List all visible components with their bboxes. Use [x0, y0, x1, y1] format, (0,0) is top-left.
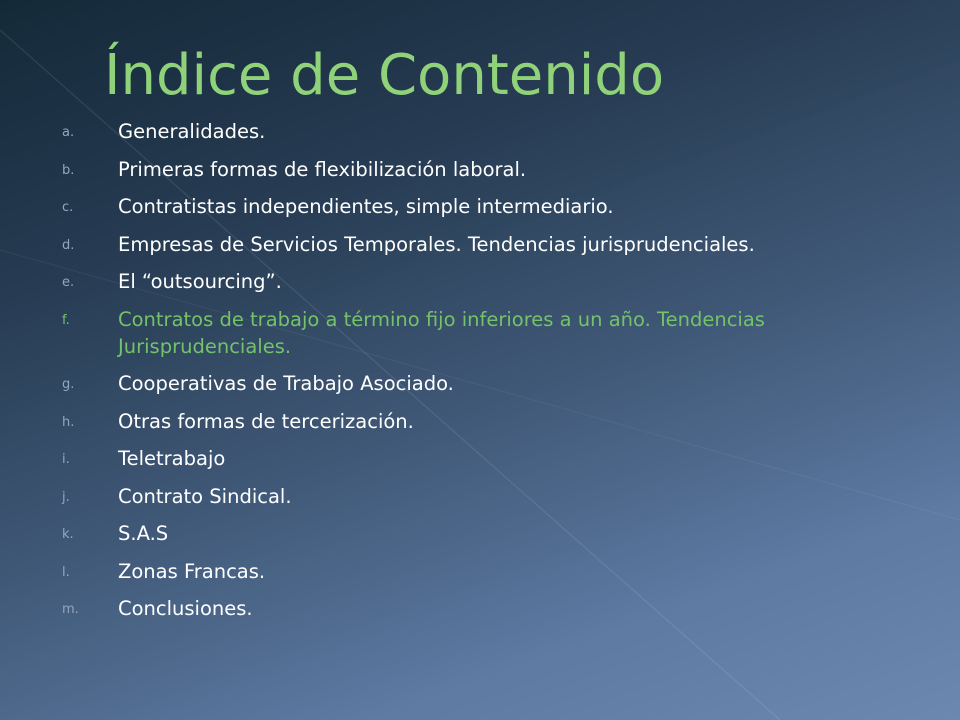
list-item [62, 483, 912, 510]
list-marker: e. [62, 275, 75, 290]
list-item-text: Conclusiones. [118, 597, 253, 620]
list-item [62, 370, 912, 397]
list-item-text: Generalidades. [118, 120, 266, 143]
list-item [62, 156, 912, 183]
list-item-text: Primeras formas de flexibilización laboral. [118, 157, 527, 181]
list-marker: k. [62, 527, 74, 542]
list-item [62, 520, 912, 547]
list-item-text: Empresas de Servicios Temporales. Tendencias jurisprudenciales. [118, 232, 755, 256]
list-item-text: Teletrabajo [118, 447, 226, 470]
list-marker: m. [62, 602, 79, 617]
list-marker: i. [62, 452, 70, 467]
content-list [62, 118, 912, 633]
list-marker: a. [62, 125, 75, 140]
list-item-text: El “outsourcing”. [118, 270, 282, 293]
list-item-text: S.A.S [118, 522, 169, 545]
slide-title: Índice de Contenido [104, 43, 665, 108]
list-item-text: Contratistas independientes, simple intermediario. [118, 195, 614, 218]
list-marker: b. [62, 162, 75, 178]
list-marker: l. [62, 564, 70, 580]
list-item [62, 558, 912, 585]
list-marker: c. [62, 200, 74, 215]
list-item-highlighted [62, 306, 912, 360]
list-item-text: Cooperativas de Trabajo Asociado. [118, 372, 454, 395]
list-item [62, 595, 912, 622]
list-item [62, 408, 912, 435]
list-marker: g. [62, 377, 75, 392]
list-item [62, 118, 912, 145]
list-marker: j. [62, 489, 70, 505]
list-item [62, 268, 912, 295]
list-item-text: Zonas Francas. [118, 559, 266, 583]
list-item-text: Otras formas de tercerización. [118, 409, 414, 433]
list-item-text: Contratos de trabajo a término fijo inferiores a un año. Tendencias Jurisprudenciales. [118, 307, 765, 358]
list-marker: d. [62, 237, 75, 253]
list-item [62, 193, 912, 220]
list-marker: h. [62, 414, 75, 430]
list-item [62, 445, 912, 472]
list-marker: f. [62, 312, 70, 328]
list-item-text: Contrato Sindical. [118, 484, 292, 508]
list-item [62, 231, 912, 258]
